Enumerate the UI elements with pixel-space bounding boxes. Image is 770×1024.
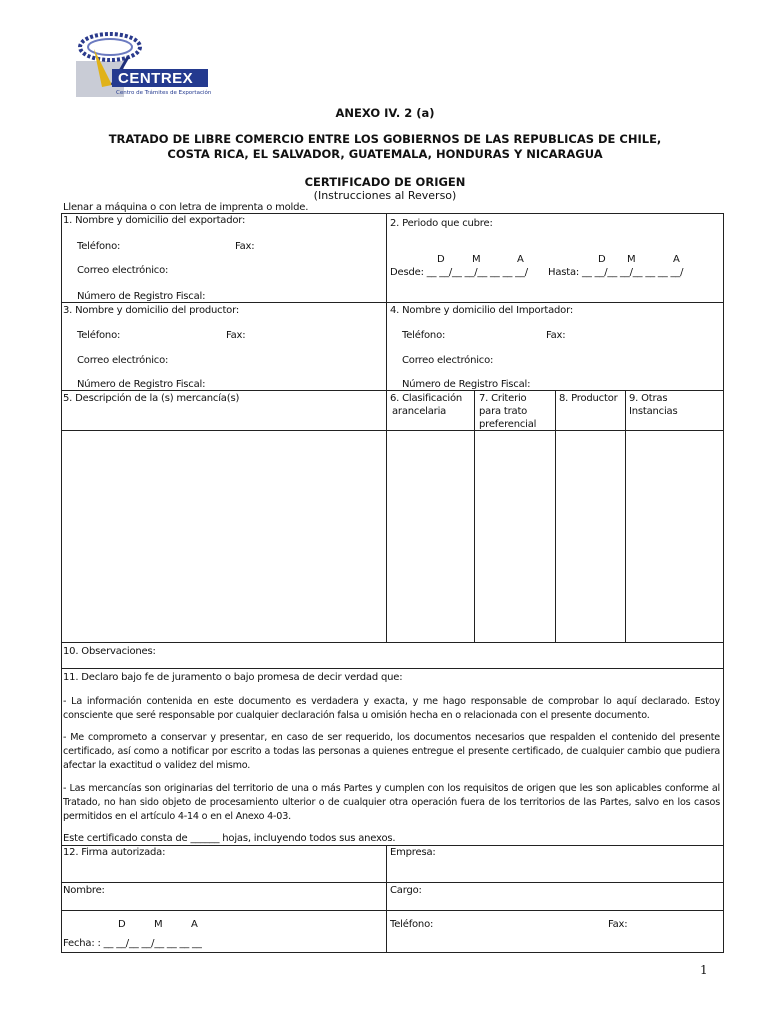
producer-column-header: 8. Productor — [559, 393, 618, 404]
authorized-signature-label: 12. Firma autorizada: — [63, 847, 166, 858]
to-month-label: M — [627, 254, 636, 265]
name-label: Nombre: — [63, 885, 105, 896]
period-from-field[interactable]: Desde: __ __/__ __/__ __ __ __/ — [390, 267, 528, 278]
date-day-label: D — [118, 919, 126, 930]
importer-email-label: Correo electrónico: — [402, 355, 494, 366]
tariff-classification-header-l2: arancelaria — [392, 406, 447, 417]
importer-phone-label: Teléfono: — [402, 330, 446, 341]
other-instances-header-l2: Instancias — [629, 406, 678, 417]
date-field[interactable]: Fecha: : __ __/__ __/__ __ __ __ — [63, 938, 202, 949]
page-number: 1 — [700, 963, 708, 977]
importer-title: 4. Nombre y domicilio del Importador: — [390, 305, 573, 316]
from-year-label: A — [517, 254, 524, 265]
treaty-title-line1: TRATADO DE LIBRE COMERCIO ENTRE LOS GOBIERNOS DE LAS REPUBLICAS DE CHILE, — [108, 132, 662, 146]
period-to-field[interactable]: Hasta: __ __/__ __/__ __ __ __/ — [548, 267, 684, 278]
producer-email-label: Correo electrónico: — [77, 355, 169, 366]
from-month-label: M — [472, 254, 481, 265]
exporter-taxid-label: Número de Registro Fiscal: — [77, 291, 206, 302]
certificate-title: CERTIFICADO DE ORIGEN — [304, 175, 466, 189]
company-label: Empresa: — [390, 847, 436, 858]
certificate-subtitle: (Instrucciones al Reverso) — [313, 189, 457, 202]
sheet-count-line[interactable]: Este certificado consta de ______ hojas, incluyendo todos sus anexos. — [63, 833, 396, 844]
period-title: 2. Periodo que cubre: — [390, 218, 493, 229]
signer-fax-label: Fax: — [608, 919, 628, 930]
from-day-label: D — [437, 254, 445, 265]
centrex-logo — [72, 27, 212, 102]
producer-taxid-label: Número de Registro Fiscal: — [77, 379, 206, 390]
goods-description-header: 5. Descripción de la (s) mercancía(s) — [63, 393, 240, 404]
signer-phone-label: Teléfono: — [390, 919, 434, 930]
to-day-label: D — [598, 254, 606, 265]
date-year-label: A — [191, 919, 198, 930]
other-instances-header-l1: 9. Otras — [629, 393, 668, 404]
preference-criterion-header-l3: preferencial — [479, 419, 537, 430]
declaration-paragraph-2: - Me comprometo a conservar y presentar, en caso de ser requerido, los documentos necesarios que respalden el contenido del presente certificado, así como a notificar por escrito a todas las personas a quienes entregue el presente certificado, de cualquier cambio que pudiera afectar la exactitud o validez del mismo. — [63, 732, 720, 771]
logo-wordmark: CENTREX — [118, 70, 194, 87]
position-label: Cargo: — [390, 885, 422, 896]
producer-title: 3. Nombre y domicilio del productor: — [63, 305, 239, 316]
exporter-phone-label: Teléfono: — [77, 241, 121, 252]
importer-fax-label: Fax: — [546, 330, 566, 341]
importer-taxid-label: Número de Registro Fiscal: — [402, 379, 531, 390]
observations-label: 10. Observaciones: — [63, 646, 156, 657]
producer-fax-label: Fax: — [226, 330, 246, 341]
exporter-fax-label: Fax: — [235, 241, 255, 252]
preference-criterion-header-l1: 7. Criterio — [479, 393, 527, 404]
exporter-title: 1. Nombre y domicilio del exportador: — [63, 215, 246, 226]
fill-instruction: Llenar a máquina o con letra de imprenta o molde. — [63, 202, 309, 213]
declaration-paragraph-3: - Las mercancías son originarias del territorio de una o más Partes y cumplen con los requisitos de origen que les son aplicables conforme al Tratado, no han sido objeto de procesamiento ulterior o de cualquier otra operación fuera de los territorios de las Partes, salvo en los casos permitidos en el artículo 4-14 o en el Anexo 4-03. — [63, 783, 720, 822]
to-year-label: A — [673, 254, 680, 265]
producer-phone-label: Teléfono: — [77, 330, 121, 341]
date-month-label: M — [154, 919, 163, 930]
treaty-title-line2: COSTA RICA, EL SALVADOR, GUATEMALA, HONDURAS Y NICARAGUA — [167, 147, 603, 161]
tariff-classification-header-l1: 6. Clasificación — [390, 393, 463, 404]
declaration-title: 11. Declaro bajo fe de juramento o bajo promesa de decir verdad que: — [63, 672, 403, 683]
exporter-email-label: Correo electrónico: — [77, 265, 169, 276]
preference-criterion-header-l2: para trato — [479, 406, 528, 417]
logo-subtitle: Centro de Trámites de Exportación — [116, 90, 212, 96]
annex-title: ANEXO IV. 2 (a) — [335, 106, 435, 120]
declaration-paragraph-1: - La información contenida en este documento es verdadera y exacta, y me hago responsable de comprobar lo aquí declarado. Estoy consciente que seré responsable por cualquier declaración falsa u omisión hecha en o relacionada con el presente documento. — [63, 696, 720, 721]
